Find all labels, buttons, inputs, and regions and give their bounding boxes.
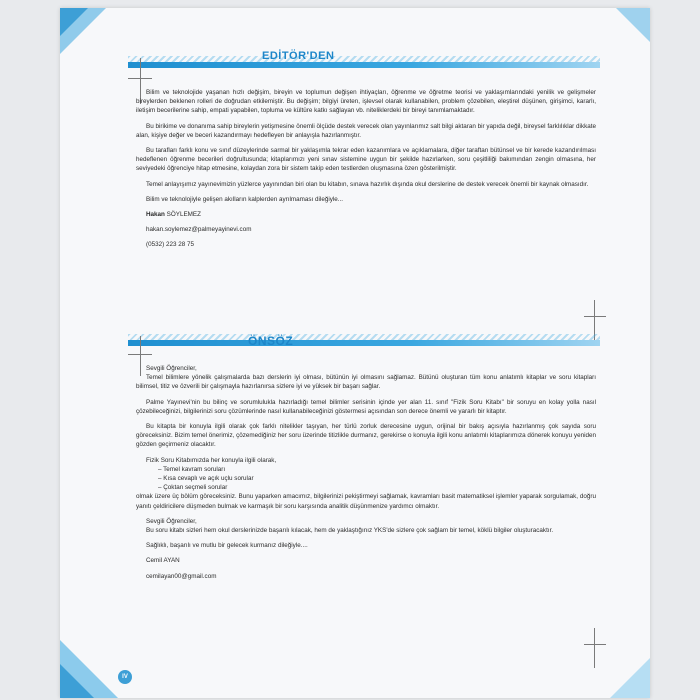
editor-signature-name <box>136 210 596 219</box>
crop-mark <box>128 354 152 355</box>
section-bar <box>128 340 600 346</box>
page-number: IV <box>118 670 132 684</box>
onsoz-list-item: – Kısa cevaplı ve açık uçlu sorular <box>158 475 254 483</box>
editor-email: hakan.soylemez@palmeyayinevi.com <box>146 226 252 234</box>
editor-phone: (0532) 223 28 75 <box>146 241 194 249</box>
onsoz-paragraph: olmak üzere üç bölüm göreceksiniz. Bunu yaparken amacımız, bilgilerinizi pekiştirmeyi sağlamak, kavramları basit matematiksel işlemler yaparak sorgulamak, doğru yanıtı çeldiricilere düşmeden bulmak ve karmaşık bir soru karşısında analitik düşünmenize yardımcı olmaktır. <box>136 493 596 510</box>
signature-last-name: SÖYLEMEZ <box>166 211 201 219</box>
onsoz-paragraph: Palme Yayınevi'nin bu bilinç ve sorumlulukla hazırladığı temel bilimler serisinin içinde yer alan 11. sınıf "Fizik Soru Kitabı" bir soruyu en kolay yolla nasıl çözebileceğinizi, bilgilerinizi soru çözümlerinde nasıl kullanabileceğinizi göstermesi açısından son derece önemli ve yararlı bir kitaptır. <box>136 398 596 415</box>
crop-mark <box>584 644 606 645</box>
editor-paragraph: Temel anlayışımız yayınevimizin yüzlerce yayınından biri olan bu kitabın, sınava hazırlık dışında okul derslerine de destek verecek önemli bir kaynak olmasıdır. <box>146 180 589 188</box>
onsoz-greeting: Sevgili Öğrenciler, <box>146 365 197 372</box>
onsoz-signature-email: cemilayan00@gmail.com <box>146 572 217 580</box>
editor-paragraph: Bu birikime ve donanıma sahip bireylerin yetişmesine önemli ölçüde destek verecek olan yayınlarımız salt bilgi aktaran bir yapıda değil, bireysel farklılıklar dikkate alan, kişiye değer ve beceri kazandırmayı hedefleyen bir anlayışla hazırlanmıştır. <box>136 122 596 139</box>
corner-decoration <box>616 8 650 42</box>
editor-paragraph: Bilim ve teknolojiyle gelişen akılların kalplerden ayrılmaması dileğiyle... <box>146 195 344 203</box>
editor-text <box>136 88 596 256</box>
onsoz-paragraph: Bu kitapta bir konuyla ilgili olarak çok farklı nitelikler taşıyan, her türlü zorluk derecesine uygun, orijinal bir bakış açısıyla hazırlanmış çok sayıda soru göreceksiniz. Bizim temel önerimiz, çözemediğiniz her soru üzerinde titizlikle durmanız, gerekirse o konuyla ilgili konu anlatımlı kitaplarımıza dönerek konuyu yeniden gözden geçirmeniz olacaktır. <box>136 423 596 449</box>
corner-decoration <box>60 664 94 698</box>
crop-mark <box>128 78 152 79</box>
onsoz-heading: ÖNSÖZ <box>248 334 294 348</box>
section-bar <box>128 62 600 68</box>
onsoz-list-item: – Temel kavram soruları <box>158 465 226 473</box>
onsoz-greeting-2: Sevgili Öğrenciler, <box>146 517 197 525</box>
onsoz-list-item: – Çoktan seçmeli sorular <box>158 484 228 492</box>
onsoz-paragraph: Bu soru kitabı sizleri hem okul derslerinizde başarılı kılacak, hem de yaklaştığınız YKS'de sizlere çok sağlam bir temel, köklü bilgiler oluşturacaktır. <box>146 527 554 535</box>
signature-first-name: Hakan <box>146 211 165 219</box>
onsoz-paragraph: Temel bilimlere yönelik çalışmalarda bazı derslerin iyi olması, bütünün iyi olmasını sağlamaz. Bütünü oluşturan tüm konu anlatımlı kitaplar ve soru kitapları bilimsel, titiz ve özverili bir çalışmayla hazırlanırsa sizlere iyi ve yüksek bir başarı sağlar. <box>136 374 596 391</box>
crop-mark <box>594 628 595 668</box>
corner-decoration <box>60 8 88 36</box>
onsoz-signature-name: Cemil AYAN <box>146 557 180 565</box>
editor-paragraph: Bu tarafları farklı konu ve sınıf düzeylerinde sarmal bir yaklaşımla tekrar eden kazanımlara ve açıklamalara, diğer taraftan bütünsel ve bir kerede kazandırılması hedeflenen öğrenme becerileri doğrultusunda; kitaplarımızı yeni sınav sistemine uygun bir şekilde hazırlarken, soru çeşitliliği bakımından zengin olmasına, her seviyedeki öğrenciye hitap etmesine, kolaydan zora bir sistem takip eden testlerden oluşmasına özen gösterilmiştir. <box>136 147 596 173</box>
editor-paragraph: Bilim ve teknolojide yaşanan hızlı değişim, bireyin ve toplumun değişen ihtiyaçları, öğrenme ve öğretme teorisi ve yaklaşımlarındaki yenilik ve gelişmeler bireylerden beklenen rolleri de doğrudan etkilemiştir. Bu değişim; bilgiyi üreten, işlevsel olarak kullanabilen, problem çözebilen, eleştirel düşünen, girişimci, kararlı, iletişim becerilerine sahip, empati yapabilen, topluma ve kültüre katkı sağlayan vb. niteliklerdeki bir bireyi tanımlamaktadır. <box>136 89 596 115</box>
onsoz-text <box>136 364 596 587</box>
onsoz-paragraph: Sağlıklı, başarılı ve mutlu bir gelecek kurmanız dileğiyle.... <box>146 542 308 550</box>
corner-decoration <box>610 658 650 698</box>
crop-mark <box>584 316 606 317</box>
editor-heading: EDİTÖR'DEN <box>262 50 335 62</box>
onsoz-list-intro: Fizik Soru Kitabımızda her konuyla ilgili olarak, <box>146 456 277 464</box>
